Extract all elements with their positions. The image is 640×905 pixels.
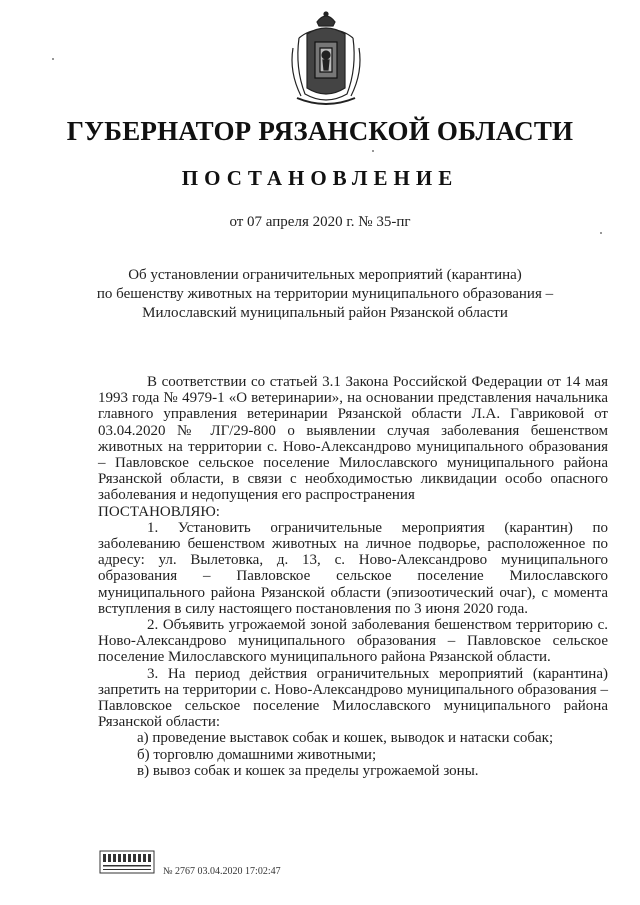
coat-of-arms-emblem <box>287 8 365 108</box>
subject-line-3: Милославский муниципальный район Рязанской области <box>142 305 508 321</box>
item-3c-line: в) вывоз собак и кошек за пределы угрожаемой зоны. <box>137 762 479 779</box>
resolves-heading: ПОСТАНОВЛЯЮ: <box>98 503 220 520</box>
subject-line-1: Об установлении ограничительных мероприятий (карантина) <box>128 267 522 283</box>
subject-line-2: по бешенству животных на территории муниципального образования – <box>96 286 554 302</box>
preamble-paragraph: В соответствии со статьей 3.1 Закона Российской Федерации от 14 мая 1993 года № 4979-1 «О ветеринарии», на основании представления начальника главного управления ветеринарии Рязанской области Л.А. Гавриковой от 03.04.2020 № ЛГ/29-800 о выявлении случая заболевания бешенством животных на территории с. Ново-Александрово муниципального образования – Павловское сельское поселение Милославского муниципального района Рязанской области, в связи с необходимостью ликвидации особо опасного заболевания и недопущения его распространения <box>98 374 608 504</box>
document-type: ПОСТАНОВЛЕНИЕ <box>181 166 459 190</box>
registration-stamp: № 2767 03.04.2020 17:02:47 <box>163 866 281 877</box>
item-2-paragraph: 2. Объявить угрожаемой зоной заболевания бешенством территорию с. Ново-Александрово муниципального образования – Павловское сельское поселение Милославского муниципального района Рязанской области. <box>98 617 608 666</box>
document-body <box>98 374 608 779</box>
item-3b-line: б) торговлю домашними животными; <box>137 746 377 763</box>
scan-speck <box>600 232 602 234</box>
document-subject <box>80 266 570 323</box>
item-3-paragraph: 3. На период действия ограничительных мероприятий (карантина) запретить на территории с. Ново-Александрово муниципального образования – Павловское сельское поселение Милославского муниципального района Рязанской области: <box>98 665 608 731</box>
scan-speck <box>372 150 374 152</box>
item-3a-line: а) проведение выставок собак и кошек, выводок и натаски собак; <box>137 730 554 747</box>
governor-title: ГУБЕРНАТОР РЯЗАНСКОЙ ОБЛАСТИ <box>66 116 574 146</box>
document-date-number: от 07 апреля 2020 г. № 35-пг <box>229 214 411 230</box>
scan-speck <box>52 58 54 60</box>
item-1-paragraph: 1. Установить ограничительные мероприятия (карантин) по заболеванию бешенством животных на личное подворье, расположенное по адресу: ул. Вылетовка, д. 13, с. Ново-Александрово муниципального образования – Павловское сельское поселение Милославского муниципального района Рязанской области (эпизоотический очаг), с момента вступления в силу настоящего постановления по 3 июня 2020 года. <box>98 519 608 617</box>
barcode-stamp-icon <box>99 850 155 876</box>
